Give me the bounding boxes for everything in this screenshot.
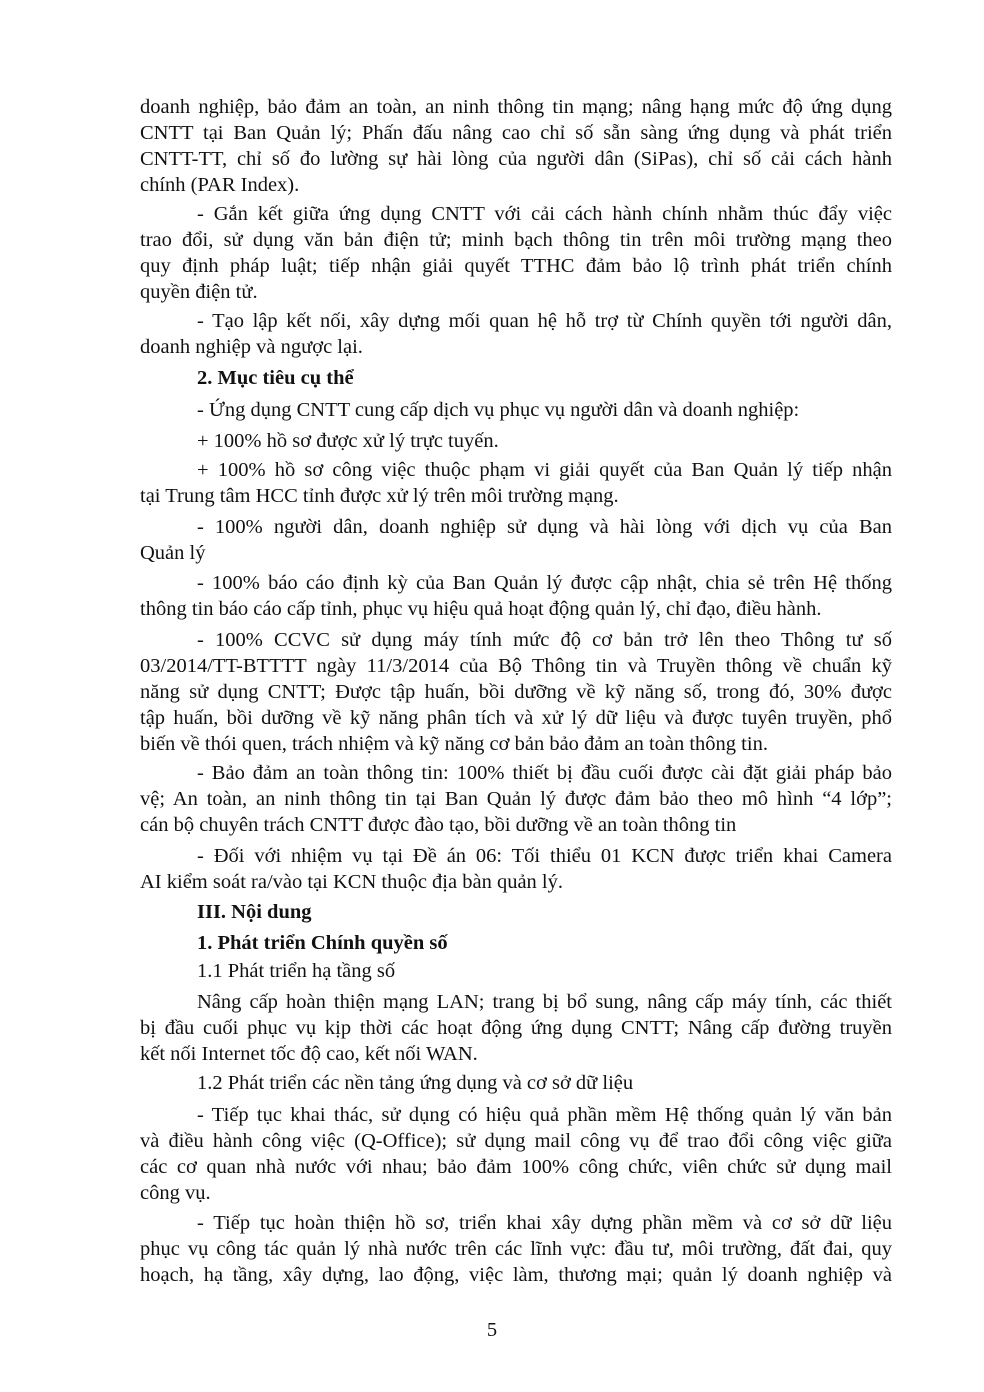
text-line: + 100% hồ sơ được xử lý trực tuyến.: [197, 430, 499, 452]
text-line: - 100% CCVC sử dụng máy tính mức độ cơ bản trở lên theo Thông tư số: [197, 629, 892, 651]
text-line: phục vụ công tác quản lý nhà nước trên các lĩnh vực: đầu tư, môi trường, đất đai, quy: [140, 1238, 892, 1260]
text-line: CNTT tại Ban Quản lý; Phấn đấu nâng cao chỉ số sẵn sàng ứng dụng và phát triển: [140, 122, 892, 144]
text-line: + 100% hồ sơ công việc thuộc phạm vi giải quyết của Ban Quản lý tiếp nhận: [197, 459, 892, 481]
text-line: năng sử dụng CNTT; Được tập huấn, bồi dưỡng về kỹ năng số, trong đó, 30% được: [140, 681, 892, 703]
text-line: AI kiểm soát ra/vào tại KCN thuộc địa bàn quản lý.: [140, 871, 563, 893]
text-line: - 100% báo cáo định kỳ của Ban Quản lý được cập nhật, chia sẻ trên Hệ thống: [197, 572, 892, 594]
text-line: - Gắn kết giữa ứng dụng CNTT với cải cách hành chính nhằm thúc đẩy việc: [197, 203, 892, 225]
subsection-heading: 1.2 Phát triển các nền tảng ứng dụng và cơ sở dữ liệu: [197, 1072, 634, 1094]
text-line: trao đổi, sử dụng văn bản điện tử; minh bạch thông tin trên môi trường mạng theo: [140, 229, 892, 251]
text-line: doanh nghiệp, bảo đảm an toàn, an ninh thông tin mạng; nâng hạng mức độ ứng dụng: [140, 96, 892, 118]
text-line: vệ; An toàn, an ninh thông tin tại Ban Quản lý được đảm bảo theo mô hình “4 lớp”;: [140, 788, 892, 810]
text-line: thông tin báo cáo cấp tỉnh, phục vụ hiệu quả hoạt động quản lý, chỉ đạo, điều hành.: [140, 598, 822, 620]
page-number: 5: [486, 1319, 498, 1341]
text-line: quy định pháp luật; tiếp nhận giải quyết TTHC đảm bảo lộ trình phát triển chính: [140, 255, 892, 277]
subsection-heading: 1.1 Phát triển hạ tầng số: [197, 960, 396, 982]
text-line: - 100% người dân, doanh nghiệp sử dụng và hài lòng với dịch vụ của Ban: [197, 516, 892, 538]
text-line: cán bộ chuyên trách CNTT được đào tạo, bồi dưỡng về an toàn thông tin: [140, 814, 737, 836]
text-line: - Tiếp tục khai thác, sử dụng có hiệu quả phần mềm Hệ thống quản lý văn bản: [197, 1104, 892, 1126]
text-line: và điều hành công việc (Q-Office); sử dụng mail công vụ để trao đổi công việc giữa: [140, 1130, 892, 1152]
text-line: CNTT-TT, chỉ số đo lường sự hài lòng của người dân (SiPas), chỉ số cải cách hành: [140, 148, 892, 170]
text-line: các cơ quan nhà nước với nhau; bảo đảm 100% công chức, viên chức sử dụng mail: [140, 1156, 892, 1178]
text-line: - Đối với nhiệm vụ tại Đề án 06: Tối thiểu 01 KCN được triển khai Camera: [197, 845, 892, 867]
text-line: tập huấn, bồi dưỡng về kỹ năng phân tích và xử lý dữ liệu và được tuyên truyền, phổ: [140, 707, 892, 729]
text-line: - Tạo lập kết nối, xây dựng mối quan hệ hỗ trợ từ Chính quyền tới người dân,: [197, 310, 892, 332]
section-heading: III. Nội dung: [197, 901, 312, 923]
text-line: quyền điện tử.: [140, 281, 258, 303]
text-line: bị đầu cuối phục vụ kịp thời các hoạt động ứng dụng CNTT; Nâng cấp đường truyền: [140, 1017, 892, 1039]
text-line: tại Trung tâm HCC tỉnh được xử lý trên môi trường mạng.: [140, 485, 619, 507]
text-line: kết nối Internet tốc độ cao, kết nối WAN.: [140, 1043, 478, 1065]
text-line: 03/2014/TT-BTTTT ngày 11/3/2014 của Bộ Thông tin và Truyền thông về chuẩn kỹ: [140, 655, 892, 677]
text-line: hoạch, hạ tầng, xây dựng, lao động, việc làm, thương mại; quản lý doanh nghiệp và: [140, 1264, 892, 1286]
section-heading: 2. Mục tiêu cụ thể: [197, 367, 354, 389]
section-heading: 1. Phát triển Chính quyền số: [197, 932, 448, 954]
text-line: - Tiếp tục hoàn thiện hồ sơ, triển khai xây dựng phần mềm và cơ sở dữ liệu: [197, 1212, 892, 1234]
text-line: Quản lý: [140, 542, 206, 564]
text-line: - Ứng dụng CNTT cung cấp dịch vụ phục vụ người dân và doanh nghiệp:: [197, 399, 800, 421]
text-line: chính (PAR Index).: [140, 174, 300, 196]
text-line: biến về thói quen, trách nhiệm và kỹ năng cơ bản bảo đảm an toàn thông tin.: [140, 733, 768, 755]
text-line: doanh nghiệp và ngược lại.: [140, 336, 363, 358]
text-line: Nâng cấp hoàn thiện mạng LAN; trang bị bổ sung, nâng cấp máy tính, các thiết: [197, 991, 892, 1013]
text-line: công vụ.: [140, 1182, 211, 1204]
text-line: - Bảo đảm an toàn thông tin: 100% thiết bị đầu cuối được cài đặt giải pháp bảo: [197, 762, 892, 784]
